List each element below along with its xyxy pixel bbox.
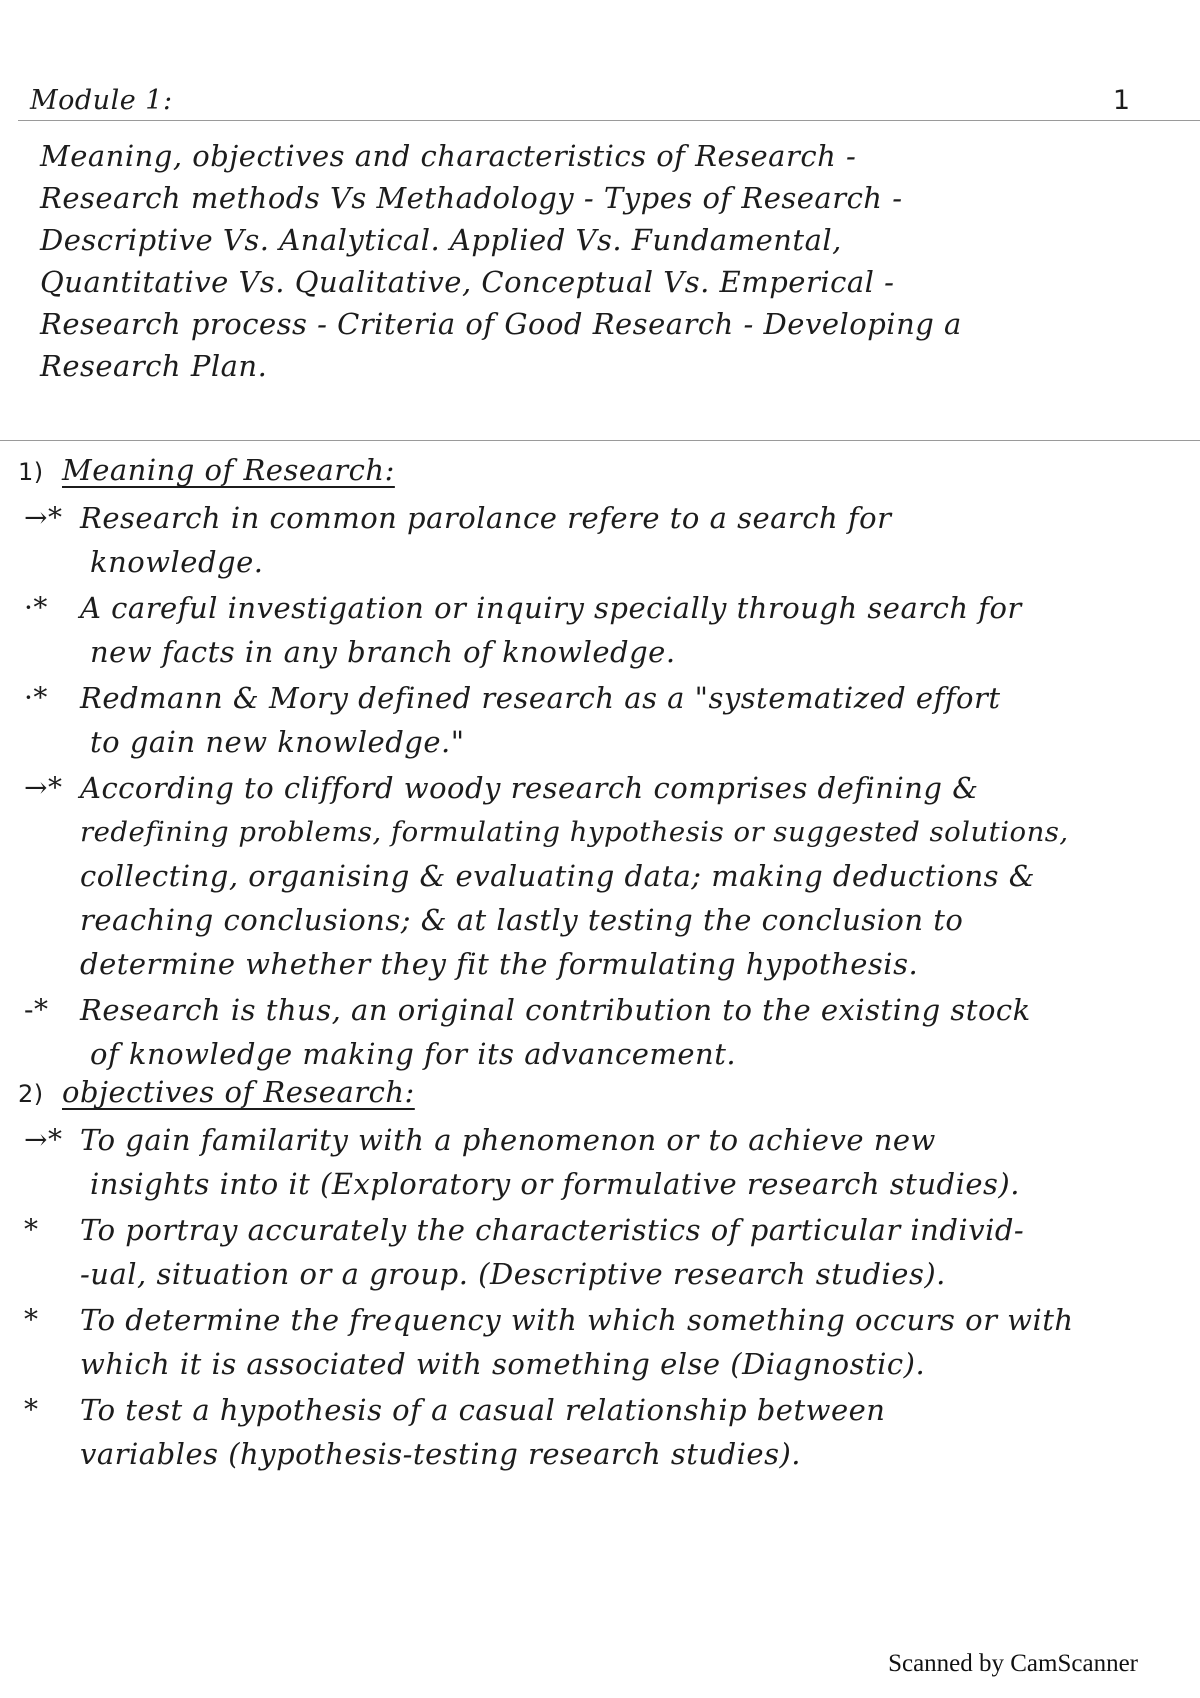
bullet-line: To test a hypothesis of a casual relationship between	[80, 1393, 886, 1427]
bullet-line: Redmann & Mory defined research as a "systematized effort	[80, 681, 1001, 715]
bullet-item	[18, 1388, 1178, 1476]
bullet-mark: ·*	[24, 591, 48, 624]
syllabus-line: Descriptive Vs. Analytical. Applied Vs. Fundamental,	[40, 223, 842, 257]
camscanner-watermark: Scanned by CamScanner	[888, 1650, 1138, 1677]
bullet-line: To portray accurately the characteristics of particular individ-	[80, 1213, 1025, 1247]
section-number: 2)	[18, 1080, 44, 1108]
section-heading	[18, 448, 1178, 494]
bullet-line: which it is associated with something else (Diagnostic).	[80, 1347, 926, 1381]
bullet-mark: -*	[24, 993, 49, 1026]
section-title: Meaning of Research:	[62, 453, 395, 487]
bullet-item	[18, 586, 1178, 674]
bullet-line: A careful investigation or inquiry specially through search for	[80, 591, 1022, 625]
bullet-line: variables (hypothesis-testing research studies).	[80, 1437, 802, 1471]
syllabus-block	[40, 135, 1150, 387]
section-meaning-of-research	[18, 448, 1178, 1076]
bullet-item	[18, 496, 1178, 584]
bullet-item	[18, 766, 1178, 986]
bullet-line: Research is thus, an original contribution to the existing stock	[80, 993, 1031, 1027]
bullet-mark: →*	[24, 1123, 63, 1156]
bullet-line: insights into it (Exploratory or formulative research studies).	[90, 1167, 1020, 1201]
bullet-mark: *	[24, 1393, 39, 1426]
section-title: objectives of Research:	[62, 1075, 415, 1109]
bullet-item	[18, 676, 1178, 764]
bullet-item	[18, 1208, 1178, 1296]
section-number: 1)	[18, 458, 44, 486]
syllabus-line: Research methods Vs Methadology - Types of Research -	[40, 181, 903, 215]
bullet-line: According to clifford woody research comprises defining &	[80, 771, 979, 805]
bullet-line: of knowledge making for its advancement.	[90, 1037, 737, 1071]
bullet-mark: *	[24, 1213, 39, 1246]
syllabus-line: Meaning, objectives and characteristics of Research -	[40, 139, 857, 173]
bullet-line: -ual, situation or a group. (Descriptive research studies).	[80, 1257, 946, 1291]
bullet-mark: ·*	[24, 681, 48, 714]
syllabus-line: Research process - Criteria of Good Research - Developing a	[40, 307, 962, 341]
bullet-line: redefining problems, formulating hypothesis or suggested solutions,	[80, 816, 1069, 848]
bullet-item	[18, 1298, 1178, 1386]
bullet-line: collecting, organising & evaluating data; making deductions &	[80, 859, 1036, 893]
bullet-line: determine whether they fit the formulating hypothesis.	[80, 947, 919, 981]
bullet-line: new facts in any branch of knowledge.	[90, 635, 676, 669]
bullet-item	[18, 988, 1178, 1076]
bullet-item	[18, 1118, 1178, 1206]
bullet-line: To gain familarity with a phenomenon or to achieve new	[80, 1123, 936, 1157]
bullet-line: reaching conclusions; & at lastly testing the conclusion to	[80, 903, 964, 937]
page-header	[30, 85, 1140, 125]
syllabus-rule	[0, 440, 1200, 441]
module-title: Module 1:	[30, 85, 173, 116]
bullet-line: to gain new knowledge."	[90, 725, 465, 759]
syllabus-line: Research Plan.	[40, 349, 268, 383]
bullet-mark: →*	[24, 501, 63, 534]
bullet-mark: *	[24, 1303, 39, 1336]
bullet-line: knowledge.	[90, 545, 264, 579]
bullet-mark: →*	[24, 771, 63, 804]
bullet-line: To determine the frequency with which something occurs or with	[80, 1303, 1074, 1337]
page-number: 1	[1112, 85, 1130, 116]
section-objectives-of-research	[18, 1070, 1178, 1476]
section-heading	[18, 1070, 1178, 1116]
bullet-line: Research in common parolance refere to a search for	[80, 501, 892, 535]
syllabus-line: Quantitative Vs. Qualitative, Conceptual Vs. Emperical -	[40, 265, 895, 299]
